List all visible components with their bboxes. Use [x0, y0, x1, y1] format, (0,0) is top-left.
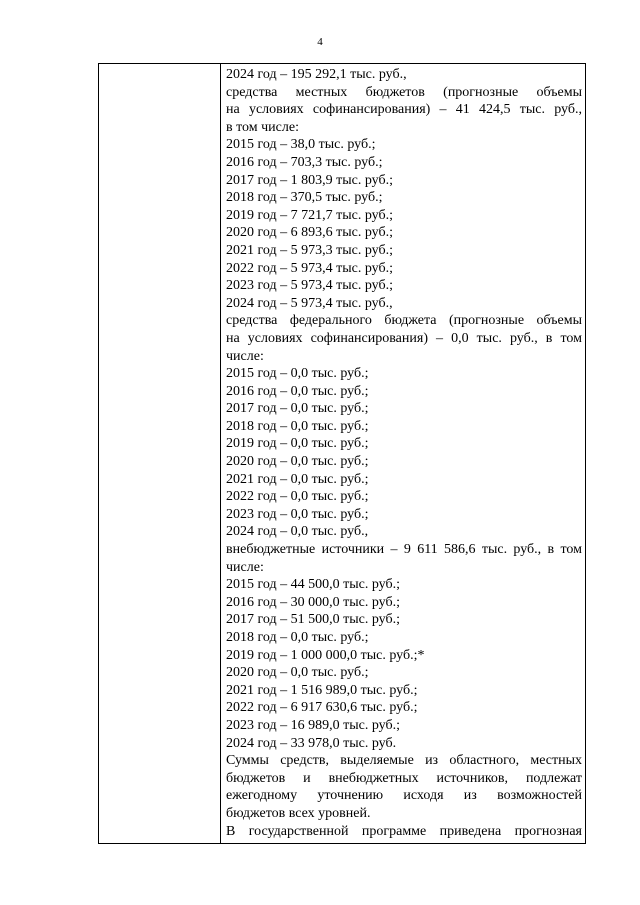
- text-line: 2018 год – 370,5 тыс. руб.;: [226, 190, 383, 206]
- text-line: средства местных бюджетов (прогнозные объемы: [226, 84, 582, 100]
- text-line: 2024 год – 0,0 тыс. руб.,: [226, 524, 369, 540]
- text-line: 2021 год – 5 973,3 тыс. руб.;: [226, 242, 393, 258]
- funding-table: [98, 63, 586, 844]
- text-line: числе:: [226, 348, 264, 364]
- text-line: Суммы средств, выделяемые из областного, местных: [226, 753, 582, 769]
- text-line: на условиях софинансирования) – 0,0 тыс. руб., в том: [226, 330, 582, 346]
- text-line: в том числе:: [226, 119, 299, 135]
- text-line: 2017 год – 51 500,0 тыс. руб.;: [226, 612, 400, 628]
- text-line: 2017 год – 1 803,9 тыс. руб.;: [226, 172, 393, 188]
- text-line: 2019 год – 0,0 тыс. руб.;: [226, 436, 369, 452]
- text-line: 2024 год – 195 292,1 тыс. руб.,: [226, 67, 407, 82]
- text-line: 2020 год – 6 893,6 тыс. руб.;: [226, 225, 393, 241]
- text-line: бюджетов всех уровней.: [226, 805, 371, 821]
- text-line: 2024 год – 33 978,0 тыс. руб.: [226, 735, 397, 751]
- page-number: 4: [317, 36, 323, 48]
- text-line: средства федерального бюджета (прогнозные объемы: [226, 313, 582, 329]
- text-line: 2022 год – 6 917 630,6 тыс. руб.;: [226, 700, 418, 716]
- text-line: 2016 год – 703,3 тыс. руб.;: [226, 154, 383, 170]
- text-line: ежегодному уточнению исходя из возможностей: [226, 788, 582, 804]
- text-line: 2017 год – 0,0 тыс. руб.;: [226, 401, 369, 417]
- text-line: числе:: [226, 559, 264, 575]
- text-line: бюджетов и внебюджетных источников, подлежат: [226, 770, 582, 786]
- text-line: 2019 год – 1 000 000,0 тыс. руб.;*: [226, 647, 425, 663]
- text-line: 2015 год – 0,0 тыс. руб.;: [226, 366, 369, 382]
- text-line: 2023 год – 0,0 тыс. руб.;: [226, 506, 369, 522]
- text-line: внебюджетные источники – 9 611 586,6 тыс. руб., в том: [226, 542, 582, 558]
- text-line: 2019 год – 7 721,7 тыс. руб.;: [226, 207, 393, 223]
- text-line: 2015 год – 38,0 тыс. руб.;: [226, 137, 376, 153]
- text-line: 2021 год – 1 516 989,0 тыс. руб.;: [226, 682, 418, 698]
- text-line: 2016 год – 30 000,0 тыс. руб.;: [226, 594, 400, 610]
- text-line: 2022 год – 0,0 тыс. руб.;: [226, 489, 369, 505]
- table-right-column: [221, 64, 585, 843]
- text-line: В государственной программе приведена прогнозная: [226, 823, 582, 839]
- text-line: 2024 год – 5 973,4 тыс. руб.,: [226, 295, 393, 311]
- text-line: 2023 год – 16 989,0 тыс. руб.;: [226, 717, 400, 733]
- text-line: на условиях софинансирования) – 41 424,5 тыс. руб.,: [226, 102, 582, 118]
- text-line: 2022 год – 5 973,4 тыс. руб.;: [226, 260, 393, 276]
- text-line: 2020 год – 0,0 тыс. руб.;: [226, 454, 369, 470]
- text-line: 2018 год – 0,0 тыс. руб.;: [226, 418, 369, 434]
- text-line: 2018 год – 0,0 тыс. руб.;: [226, 630, 369, 645]
- text-line: 2015 год – 44 500,0 тыс. руб.;: [226, 577, 400, 593]
- text-line: 2021 год – 0,0 тыс. руб.;: [226, 471, 369, 487]
- text-line: 2016 год – 0,0 тыс. руб.;: [226, 383, 369, 399]
- text-line: 2020 год – 0,0 тыс. руб.;: [226, 665, 369, 681]
- table-left-column: [99, 64, 221, 843]
- text-line: 2023 год – 5 973,4 тыс. руб.;: [226, 278, 393, 294]
